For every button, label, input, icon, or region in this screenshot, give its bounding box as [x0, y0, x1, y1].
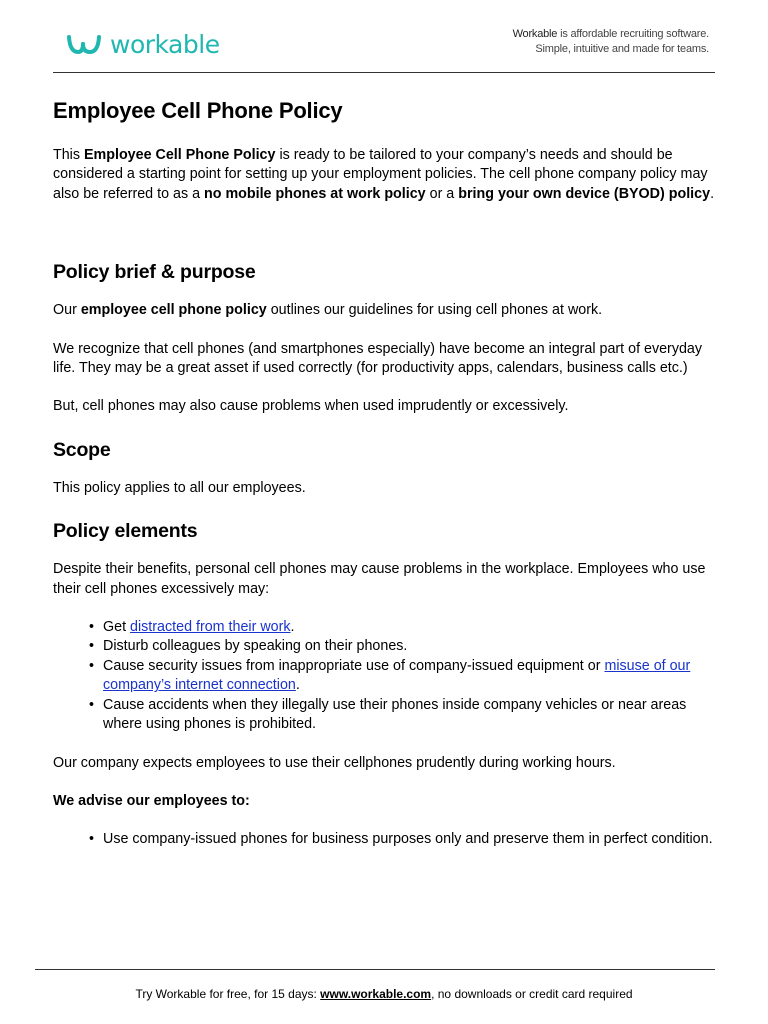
brief-paragraph-1 — [53, 301, 715, 320]
internet-misuse-link[interactable]: misuse of our company’s internet connection — [103, 657, 691, 694]
workable-logo-icon — [66, 32, 106, 58]
intro-text: is ready to be tailored to your company’s needs and should be considered a starting point for setting up your employment policies. The cell phone company policy may also be referred to as a — [53, 147, 708, 202]
intro-bold-policy: Employee Cell Phone Policy — [83, 147, 276, 163]
risks-list — [53, 618, 715, 734]
list-item: • Cause accidents when they illegally use their phones inside company vehicles or near areas where using phones is prohibited. — [103, 696, 715, 735]
header-divider — [53, 72, 715, 73]
workable-logo[interactable] — [66, 30, 220, 60]
elements-paragraph-2: Our company expects employees to use their cellphones prudently during working hours. — [53, 754, 616, 771]
intro-text: This — [53, 147, 84, 163]
elements-paragraph-1: Despite their benefits, personal cell phones may cause problems in the workplace. Employees who use their cell phones excessively may: — [53, 561, 706, 597]
intro-bold-no-phones: no mobile phones at work policy — [204, 185, 426, 202]
intro-text: . — [710, 185, 715, 202]
list-item — [103, 618, 715, 637]
footer-text: Try Workable for free, for 15 days: — [135, 987, 321, 1001]
document-body — [53, 96, 715, 850]
advise-bold: We advise our employees to: — [53, 792, 250, 809]
list-item-text: Get — [103, 619, 131, 636]
advise-heading — [53, 792, 715, 811]
scope-paragraph: This policy applies to all our employees. — [53, 479, 306, 496]
footer-text: , no downloads or credit card required — [431, 987, 633, 1001]
heading-policy-brief: Policy brief & purpose — [53, 261, 256, 284]
advice-list — [53, 830, 715, 849]
page-header — [0, 0, 768, 73]
list-item: • Disturb colleagues by speaking on their phones. — [103, 637, 715, 656]
brief-text: outlines our guidelines for using cell phones at work. — [266, 302, 603, 319]
heading-scope: Scope — [53, 438, 111, 461]
list-item — [103, 657, 715, 696]
brief-paragraph-3: But, cell phones may also cause problems when used imprudently or excessively. — [53, 398, 569, 415]
tagline-line1: is affordable recruiting software. — [557, 28, 709, 40]
tagline-line2: Simple, intuitive and made for teams. — [535, 43, 709, 55]
distracted-link[interactable]: distracted from their work — [130, 619, 291, 636]
list-item-text: . — [295, 677, 300, 694]
brief-paragraph-2: We recognize that cell phones (and smartphones especially) have become an integral part of everyday life. They may be a great asset if used correctly (for productivity apps, calendars, business calls etc.) — [53, 340, 703, 377]
page-footer — [0, 987, 768, 1002]
brief-bold: employee cell phone policy — [80, 302, 267, 319]
intro-text: or a — [425, 185, 459, 202]
tagline-brand: Workable — [512, 28, 558, 40]
list-item: • Use company-issued phones for business purposes only and preserve them in perfect condition. — [103, 830, 715, 849]
tagline — [513, 27, 709, 57]
workable-website-link[interactable]: www.workable.com — [320, 987, 432, 1001]
intro-paragraph — [53, 146, 715, 204]
document-title: Employee Cell Phone Policy — [53, 98, 343, 123]
heading-policy-elements: Policy elements — [53, 520, 198, 543]
brand-name: workable — [110, 30, 220, 59]
intro-bold-byod: bring your own device (BYOD) policy — [458, 185, 711, 202]
list-item-text: Cause security issues from inappropriate use of company-issued equipment or — [103, 657, 605, 674]
brief-text: Our — [53, 302, 81, 319]
list-item-text: . — [290, 619, 295, 636]
footer-divider — [35, 969, 715, 970]
